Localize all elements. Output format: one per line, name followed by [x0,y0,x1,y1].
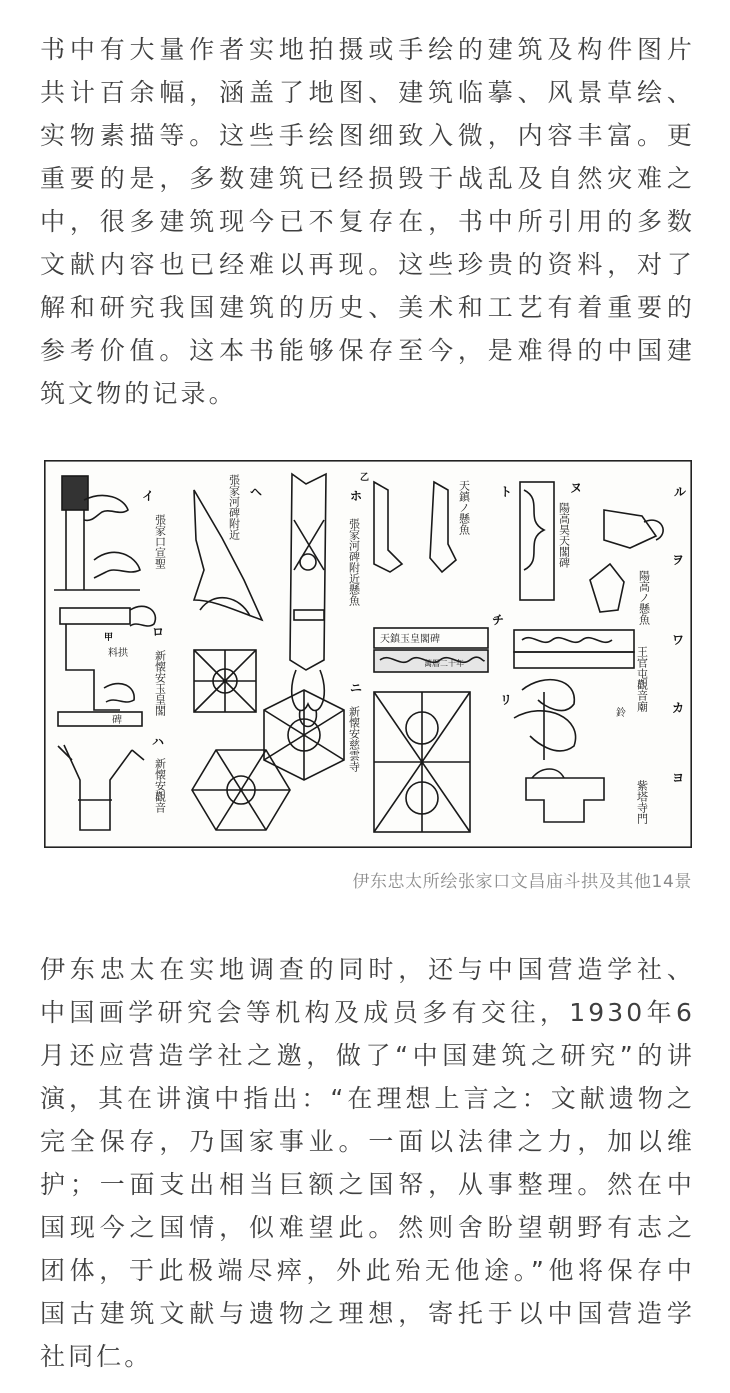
inscription-zhangjiakou: 張家口宣聖 [153,514,167,569]
figure-caption: 伊东忠太所绘张家口文昌庙斗拱及其他14景 [352,872,692,892]
architectural-sketch-figure [44,460,692,848]
paragraph-1-line: 共计百余幅，涵盖了地图、建筑临摹、风景草绘、 [40,78,695,107]
fig-label-ro: ロ [152,625,165,639]
fig-label-wa: ワ [672,633,685,647]
inscription-huaian-yuhuang: 新懐安玉皇閣 [153,650,167,716]
paragraph-2-line: 伊东忠太在实地调查的同时，还与中国营造学社、 [40,955,695,984]
paragraph-2-line: 月还应营造学社之邀，做了“中国建筑之研究”的讲 [40,1041,695,1070]
fig-label-to: ト [500,485,513,499]
inscription-bell: 鈴 [616,708,626,719]
fig-label-ru: ル [674,485,687,499]
inscription-zhangjiahe-stele: 張家河碑附近 [227,474,241,540]
lattice-panel-large [374,692,470,832]
paragraph-2-line: 社同仁。 [40,1342,153,1371]
fig-label-i: イ [142,489,155,503]
sketch-illustration [44,460,692,848]
paragraph-1 [40,28,695,415]
paragraph-1-line: 实物素描等。这些手绘图细致入微，内容丰富。更 [40,121,695,150]
inscription-tianzhen-fish: 天鎮ノ懸魚 [457,480,471,535]
paragraph-2-line: 国现今之国情，似难望此。然则舍盼望朝野有志之 [40,1213,695,1242]
paragraph-1-line: 参考价值。这本书能够保存至今，是难得的中国建 [40,336,695,365]
paragraph-2-line: 国古建筑文献与遗物之理想，寄托于以中国营造学 [40,1299,695,1328]
paragraph-2 [40,948,695,1378]
inscription-zita-gate: 紫塔寺門 [635,780,649,824]
fig-label-nu: ヌ [570,481,583,495]
fig-label-otsu: 乙 [360,473,370,483]
inscription-stele: 碑 [112,715,122,726]
paragraph-2-line: 完全保存，乃国家事业。一面以法律之力，加以维 [40,1127,695,1156]
paragraph-1-line: 文献内容也已经难以再现。这些珍贵的资料，对了 [40,250,695,279]
fig-label-wo: ヲ [672,553,685,567]
inscription-tianzhen-yuhuang-stele: 天鎮玉皇閣碑 [380,634,440,645]
paragraph-1-line: 重要的是，多数建筑已经损毁于战乱及自然灾难之 [40,164,695,193]
inscription-wangguan: 王官屯觀音廟 [635,646,649,712]
paragraph-2-line: 演，其在讲演中指出：“在理想上言之：文献遗物之 [40,1084,695,1113]
inscription-wanli-year: 萬曆二十年 [424,659,464,668]
fig-label-ha: ハ [152,735,165,749]
lattice-window-1 [194,650,256,712]
fig-label-chi: チ [492,613,505,627]
paragraph-1-line: 书中有大量作者实地拍摄或手绘的建筑及构件图片 [40,35,695,64]
paragraph-1-line: 筑文物的记录。 [40,379,237,408]
fig-label-yo: ヨ [672,771,685,785]
paragraph-1-line: 解和研究我国建筑的历史、美术和工艺有着重要的 [40,293,695,322]
paragraph-1-line: 中，很多建筑现今已不复存在，书中所引用的多数 [40,207,695,236]
fig-label-ri: リ [500,693,513,707]
inscription-yanggao-stele: 陽高昊天閣碑 [557,502,571,568]
inscription-ciyun-temple: 新懐安慈雲寺 [347,706,361,772]
inscription-bracket: 料拱 [108,648,128,659]
paragraph-2-line: 护；一面支出相当巨额之国帑，从事整理。然在中 [40,1170,695,1199]
paragraph-2-line: 团体，于此极端尽瘁，外此殆无他途。”他将保存中 [40,1256,695,1285]
inscription-zhangjiahe-fish: 張家河碑附近懸魚 [347,518,361,606]
fig-label-he: ヘ [250,485,263,499]
inscription-huaian-guanyin: 新懐安觀音 [153,758,167,813]
fig-label-kou: 甲 [104,633,114,643]
fig-label-ka: カ [672,701,685,715]
inscription-yanggao-fish: 陽高ノ懸魚 [637,570,651,625]
fig-label-ni: ニ [350,681,363,695]
paragraph-2-line: 中国画学研究会等机构及成员多有交往，1930年6 [40,998,695,1027]
fig-label-ho: ホ [350,489,363,503]
